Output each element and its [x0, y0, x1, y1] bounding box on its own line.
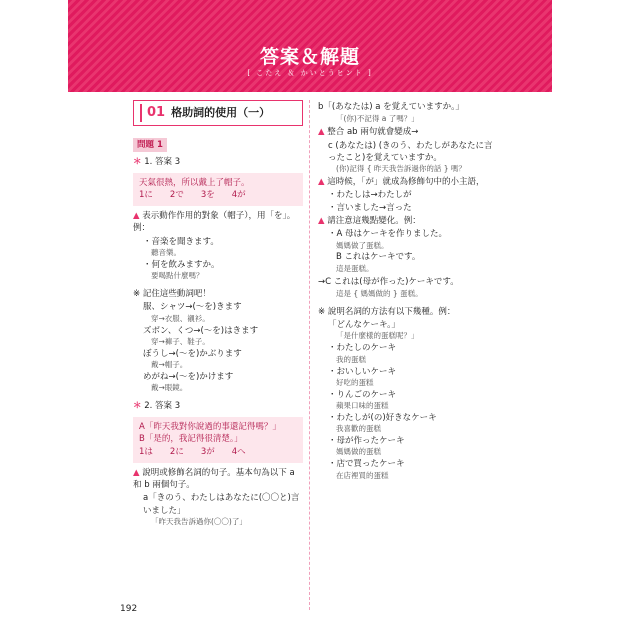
explanation-text: 表示動作作用的對象（帽子），用「を」。例： — [133, 211, 296, 234]
question-box-1 — [133, 173, 303, 207]
list-item-zh: 在店裡買的蛋糕 — [336, 470, 389, 480]
section-number: 01 — [140, 104, 165, 123]
example-zh: 「(你)不記得 a 了嗎？」 — [336, 114, 419, 124]
box-line: A「昨天我對你說過的事還記得嗎？」 — [139, 421, 281, 432]
list-item-jp: ・店で買ったケーキ — [328, 459, 405, 470]
explanation-text: 說明或修飾名詞的句子。基本句為以下 a 和 b 兩個句子。 — [133, 467, 295, 491]
list-item-jp: ・母が作ったケーキ — [328, 436, 405, 447]
verb-translation: 穿→褲子、鞋子。 — [151, 336, 210, 346]
verb-example: 服、シャツ→(～を)きます — [143, 302, 242, 313]
box-line: 1に 2で 3を 4が — [139, 190, 246, 201]
list-item-zh: 我喜歡的蛋糕 — [336, 424, 381, 434]
box-line: B「是的，我記得很清楚。」 — [139, 434, 243, 445]
list-item-jp: ・おいしいケーキ — [328, 366, 397, 377]
answer-2 — [133, 400, 303, 412]
verb-translation: 戴→眼鏡。 — [151, 383, 188, 393]
page-number: 192 — [120, 604, 138, 614]
example-jp: 「どんなケーキ。」 — [328, 320, 400, 331]
triangle-icon: ▲ — [318, 127, 325, 138]
example-jp: c (あなたは) (きのう、わたしがあなたに言ったこと)を覚えていますか。 — [328, 140, 493, 163]
note: ※ 說明名詞的方法有以下幾種。例： — [318, 306, 456, 317]
explanation-text: 整合 ab 兩句就會變成→ — [327, 127, 419, 138]
example-jp: a「きのう、わたしはあなたに(〇〇と)言いました」 — [143, 493, 300, 516]
verb-example: ぼうし→(～を)かぶります — [143, 348, 242, 359]
example-jp: ・音楽を聞きます。 — [143, 236, 219, 247]
triangle-icon: ▲ — [318, 177, 325, 187]
explanation-3 — [318, 126, 498, 138]
box-line: 天氣很熱，所以戴上了帽子。 — [139, 177, 250, 188]
example-jp: b「(あなたは) a を覚えていますか。」 — [318, 102, 464, 112]
explanation-1 — [133, 210, 303, 235]
verb-example: ズボン、くつ→(～を)はきます — [143, 325, 259, 336]
explanation-text: 請注意這幾點變化。例： — [327, 215, 421, 226]
example-zh: 「是什麼樣的蛋糕呢？」 — [336, 331, 419, 341]
question-box-2 — [133, 417, 303, 463]
answer-2-text: 2. 答案 3 — [144, 401, 181, 412]
page-title: 答案＆解題 — [259, 46, 360, 68]
asterisk-icon: ＊ — [133, 157, 142, 168]
verb-example: めがね→(～を)かけます — [143, 372, 234, 382]
box-line: 1は 2に 3が 4へ — [139, 447, 246, 457]
section-label: 格助詞的使用（一） — [171, 106, 271, 120]
answer-1-text: 1. 答案 3 — [144, 157, 181, 168]
column-divider — [309, 100, 310, 610]
list-item-zh: 蘋果口味的蛋糕 — [336, 401, 389, 410]
example-zh: 這是蛋糕。 — [336, 263, 374, 273]
list-item-jp: ・りんごのケーキ — [328, 389, 397, 400]
explanation-text: 這時候，「が」就成為修飾句中的小主語， — [327, 177, 485, 187]
list-item-jp: ・わたしが(の)好きなケーキ — [328, 412, 437, 423]
triangle-icon: ▲ — [133, 467, 140, 478]
example-jp: →C これは(母が作った)ケーキです。 — [318, 276, 459, 287]
explanation-5 — [318, 215, 498, 227]
example-jp: ・言いました→言った — [328, 202, 412, 213]
list-item-zh: 好吃的蛋糕 — [336, 377, 374, 387]
triangle-icon: ▲ — [133, 211, 140, 222]
answer-1 — [133, 156, 303, 168]
note: ※ 記住這些動詞吧！ — [133, 289, 211, 300]
example-jp: ・わたしは→わたしが — [328, 190, 412, 201]
header-banner — [68, 0, 552, 92]
example-zh: 「昨天我告訴過你(〇〇)了」 — [151, 517, 247, 526]
verb-translation: 穿→衣服、襯衫。 — [151, 313, 210, 323]
question-tag: 問題 1 — [133, 138, 167, 152]
example-jp: ・A 母はケーキを作りました。 — [328, 229, 448, 240]
example-zh: 要喝點什麼嗎？ — [151, 271, 204, 281]
section-heading — [133, 100, 303, 126]
verb-translation: 戴→帽子。 — [151, 360, 188, 370]
triangle-icon: ▲ — [318, 215, 325, 226]
left-column — [133, 100, 303, 528]
right-column — [318, 100, 498, 481]
list-item-jp: ・わたしのケーキ — [328, 343, 397, 354]
example-zh: 媽媽做了蛋糕。 — [336, 240, 389, 250]
list-item-zh: 我的蛋糕 — [336, 354, 366, 364]
example-zh: (你)記得 { 昨天我告訴過你的話 } 嗎？ — [336, 164, 466, 174]
example-zh: 這是 { 媽媽做的 } 蛋糕。 — [336, 288, 423, 298]
example-jp: B これはケーキです。 — [336, 252, 421, 263]
example-jp: ・何を飲みますか。 — [143, 259, 220, 270]
page-subtitle: [ こたえ ＆ かいとうヒント ] — [247, 69, 373, 77]
explanation-4 — [318, 176, 498, 188]
list-item-zh: 媽媽做的蛋糕 — [336, 447, 381, 457]
explanation-2 — [133, 467, 303, 492]
example-zh: 聽音樂。 — [151, 248, 181, 258]
asterisk-icon: ＊ — [133, 401, 142, 412]
